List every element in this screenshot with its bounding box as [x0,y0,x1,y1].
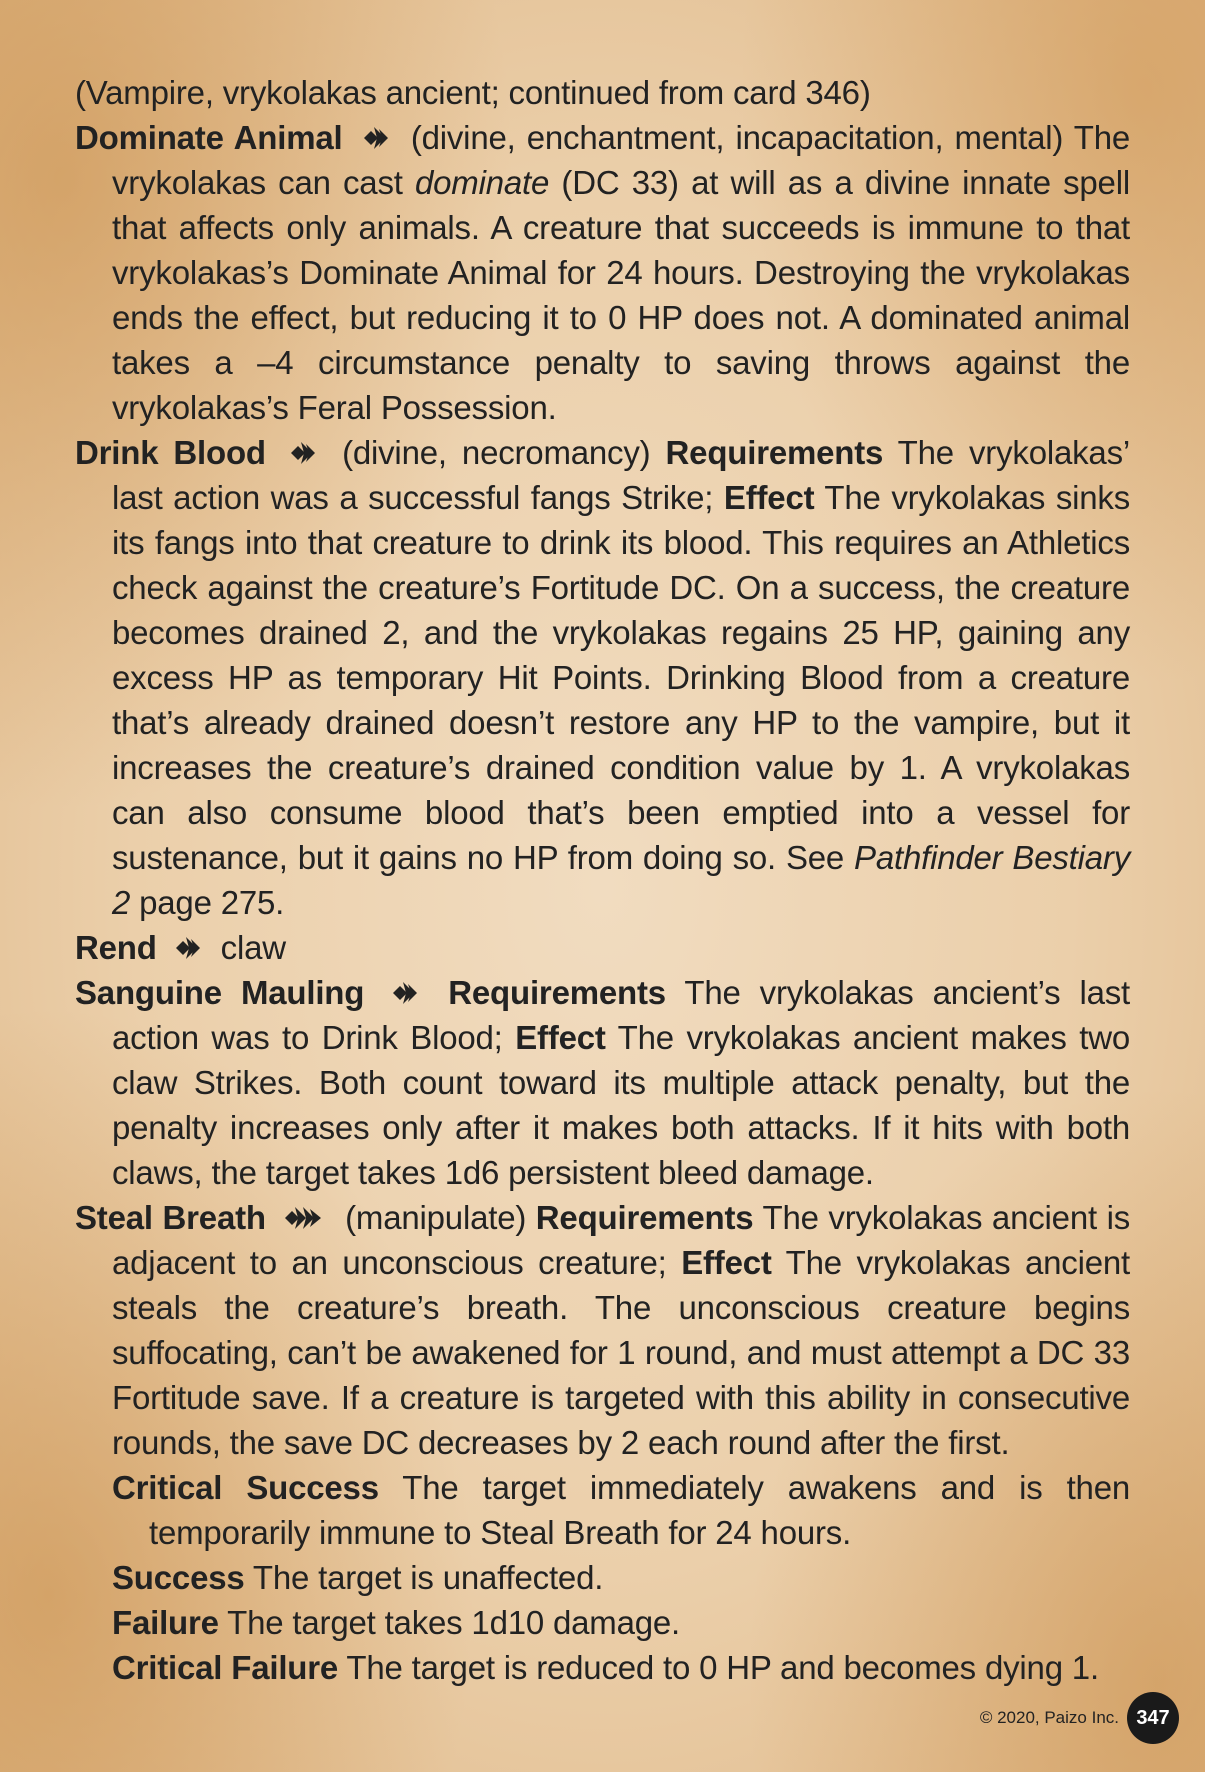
footer [980,1692,1179,1744]
entry-traits: (divine, necromancy) [342,434,651,471]
entry-rend: Rend claw [75,929,286,966]
single-action-icon [287,438,321,468]
card-content [75,70,1130,1690]
outcome-success: Success The target is unaffected. [112,1559,604,1596]
copyright-text: © 2020, Paizo Inc. [979,1708,1119,1727]
continuation-text: (Vampire, vrykolakas ancient; continued from card 346) [75,74,871,111]
single-action-icon [172,933,206,963]
entry-traits: (divine, enchantment, incapacitation, mental) [410,119,1064,156]
outcome-critical-failure: Critical Failure The target is reduced to 0 HP and becomes dying 1. [112,1649,1099,1686]
entry-drink-blood: Drink Blood (divine, necromancy) Requirements The vrykolakas’ last action was a successful fangs Strike; Effect The vrykolakas sinks its fangs into that creature to drink its blood. This requires an Athletics check against the creature’s Fortitude DC. On a success, the creature becomes drained 2, and the vrykolakas regains 25 HP, gaining any excess HP as temporary Hit Points. Drinking Blood from a creature that’s already drained doesn’t restore any HP to the vampire, but it increases the creature’s drained condition value by 1. A vrykolakas can also consume blood that’s been emptied into a vessel for sustenance, but it gains no HP from doing so. See Pathfinder Bestiary 2 page 275. [75,434,1131,921]
entry-name: Rend [75,929,157,966]
entry-traits: (manipulate) [345,1199,527,1236]
entry-name: Dominate Animal [75,119,343,156]
page-number-badge [1127,1692,1179,1744]
entry-sanguine-mauling: Sanguine Mauling Requirements The vrykolakas ancient’s last action was to Drink Blood; Effect The vrykolakas ancient makes two claw Strikes. Both count toward its multiple attack penalty, but the penalty increases only after it makes both attacks. If it hits with both claws, the target takes 1d6 persistent bleed damage. [75,974,1131,1191]
single-action-icon [389,978,423,1008]
entry-steal-breath: Steal Breath (manipulate) Requirements The vrykolakas ancient is adjacent to an unconscious creature; Effect The vrykolakas ancient steals the creature’s breath. The unconscious creature begins suffocating, can’t be awakened for 1 round, and must attempt a DC 33 Fortitude save. If a creature is targeted with this ability in consecutive rounds, the save DC decreases by 2 each round after the first. [75,1199,1131,1461]
continuation-line [75,70,1130,115]
entry-name: Steal Breath [75,1199,266,1236]
entry-name: Drink Blood [75,434,266,471]
single-action-icon [360,123,394,153]
two-actions-icon [281,1203,329,1233]
outcome-critical-success: Critical Success The target immediately awakens and is then temporarily immune to Steal Breath for 24 hours. [112,1469,1130,1551]
page-number: 347 [1136,1706,1170,1729]
outcome-failure: Failure The target takes 1d10 damage. [112,1604,681,1641]
entry-dominate-animal: Dominate Animal (divine, enchantment, incapacitation, mental) The vrykolakas can cast dominate (DC 33) at will as a divine innate spell that affects only animals. A creature that succeeds is immune to that vrykolakas’s Dominate Animal for 24 hours. Destroying the vrykolakas ends the effect, but reducing it to 0 HP does not. A dominated animal takes a –4 circumstance penalty to saving throws against the vrykolakas’s Feral Possession. [75,119,1131,426]
entry-name: Sanguine Mauling [75,974,365,1011]
